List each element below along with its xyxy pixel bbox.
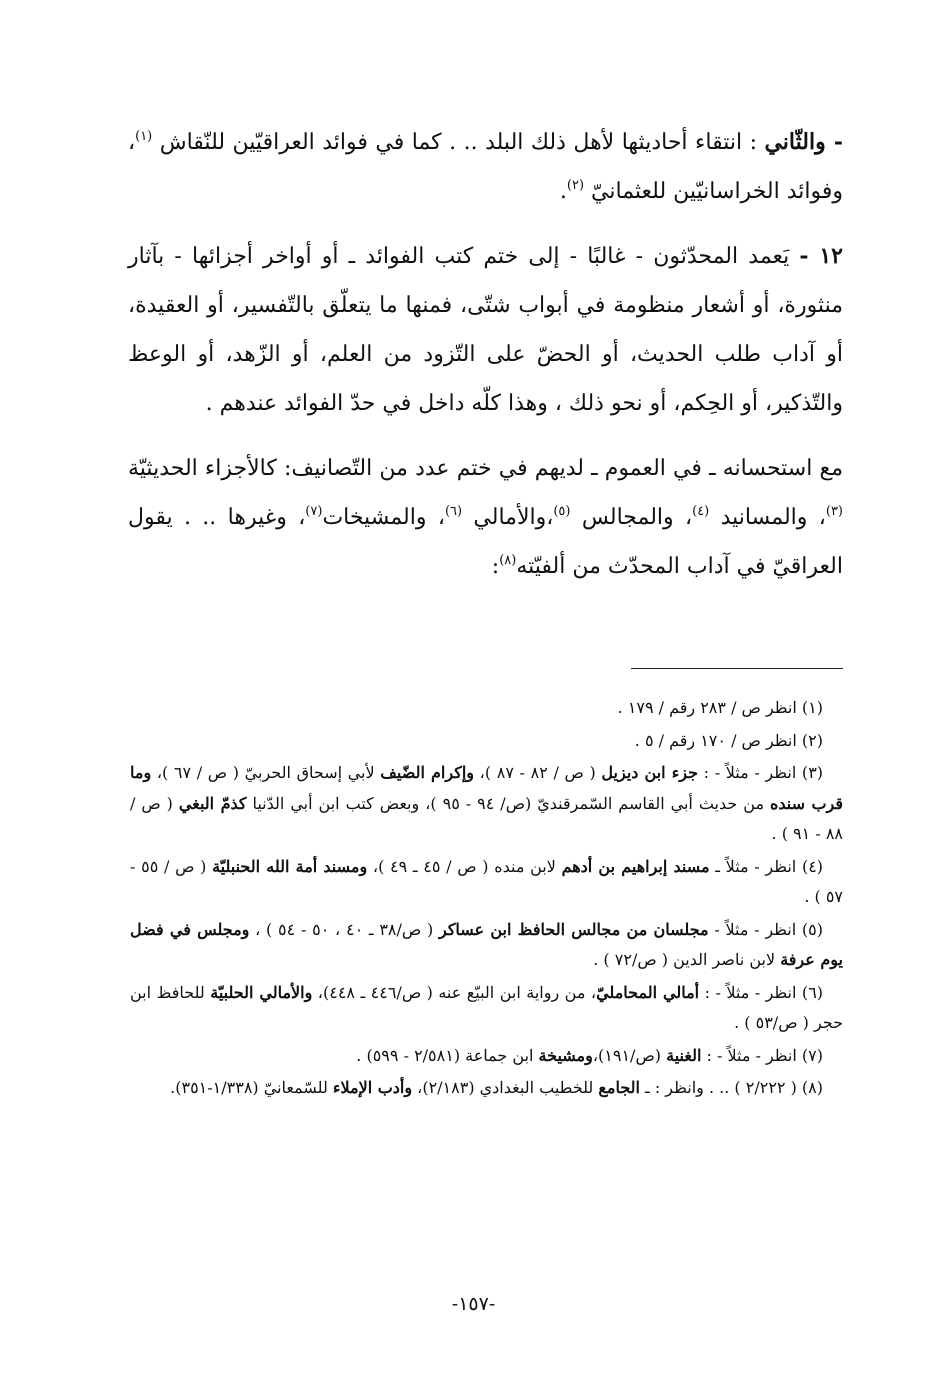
- cited-title: كذمّ البغي: [178, 793, 247, 813]
- cited-title: ومشيخة: [538, 1045, 593, 1065]
- footnote-reference: (٢): [566, 178, 585, 193]
- footnote-reference: (٣): [825, 504, 843, 519]
- footnotes: [130, 693, 843, 1106]
- footnote-7: (٧) انظر - مثلاً - : الغنية (ص/١٩١)،ومشيخة ابن جماعة (٢/٥٨١ - ٥٩٩) .: [356, 1045, 823, 1065]
- footnote-6: (٦) انظر - مثلاً - : أمالي المحامليّ، من رواية ابن البيّع عنه ( ص/٤٤٦ ـ ٤٤٨)، والأمالي الحلبيّة للحافظ ابن حجر ( ص/٥٣ ) .: [130, 982, 843, 1032]
- cited-title: مسند إبراهيم بن أدهم: [561, 856, 710, 876]
- footnote-1: (١) انظر ص / ٢٨٣ رقم / ١٧٩ .: [617, 698, 823, 717]
- footnote-separator: [631, 668, 843, 669]
- footnote-3: (٣) انظر - مثلاً - : جزء ابن ديزيل ( ص / ٨٢ - ٨٧ )، وإكرام الضّيف لأبي إسحاق الحربيّ ( ص / ٦٧ )، وما قرب سنده من حديث أبي القاسم السّمرقنديّ (ص/ ٩٤ - ٩٥ )، وبعض كتب ابن أبي الدّنيا كذمّ البغي ( ص / ٨٨ - ٩١ ) .: [130, 763, 844, 843]
- cited-title: وما قرب سنده: [130, 763, 844, 813]
- page-number: -١٥٧-: [451, 1293, 496, 1315]
- footnote-4: (٤) انظر - مثلاً ـ مسند إبراهيم بن أدهم لابن منده ( ص / ٤٥ ـ ٤٩ )، ومسند أمة الله الحنبليّة ( ص / ٥٥ - ٥٧ ) .: [130, 856, 843, 906]
- footnote-reference: (٧): [305, 504, 323, 519]
- footnote-reference: (٥): [553, 504, 571, 519]
- cited-title: ومسند أمة الله الحنبليّة: [212, 856, 368, 876]
- paragraph-1: - والثّاني : انتقاء أحاديثها لأهل ذلك البلد .. . كما في فوائد العراقيّين للنّقاش $^{(١)}$، وفوائد الخراسانيّين للعثمانيّ $^{(٢)}$.: [128, 129, 843, 204]
- footnote-2: (٢) انظر ص / ١٧٠ رقم / ٥ .: [634, 730, 823, 750]
- footnote-5: (٥) انظر - مثلاً - مجلسان من مجالس الحافظ ابن عساكر ( ص/٣٨ ـ ٤٠ ، ٥٠ - ٥٤ ) ، ومجلس في فضل يوم عرفة لابن ناصر الدين ( ص/٧٢ ) .: [130, 919, 843, 969]
- footnote-8: (٨) ( ٢/٢٢٢ ) .. . وانظر : ـ الجامع للخطيب البغدادي (٢/١٨٣)، وأدب الإملاء للسّمعانيّ (١/٣٣٨-٣٥١).: [170, 1078, 823, 1097]
- paragraph-number: ١٢ -: [799, 243, 843, 269]
- cited-title: مجلسان من مجالس الحافظ ابن عساكر: [438, 919, 709, 939]
- cited-title: الغنية: [666, 1045, 702, 1065]
- paragraph-3: مع استحسانه ـ في العموم ـ لديهم في ختم عدد من التّصانيف: كالأجزاء الحديثيّة $^{(٣)}$، والمسانيد $^{(٤)}$، والمجالس $^{(٥)}$،والأمالي $^{(٦)}$، والمشيخات$^{(٧)}$، وغيرها .. . يقول العراقيّ في آداب المحدّث من ألفيّته$^{(٨)}$:: [128, 456, 843, 579]
- footnote-reference: (١): [135, 129, 153, 144]
- cited-title: ومجلس في فضل يوم عرفة: [130, 919, 843, 969]
- paragraph-lead: - والثّاني: [764, 129, 843, 155]
- cited-title: أمالي المحامليّ: [596, 982, 700, 1002]
- cited-title: الجامع: [598, 1078, 640, 1097]
- footnote-reference: (٦): [444, 504, 463, 519]
- main-text: [128, 118, 843, 591]
- footnote-reference: (٤): [692, 504, 710, 519]
- footnote-reference: (٨): [499, 553, 517, 568]
- paragraph-2: ١٢ - يَعمد المحدّثون - غالبًا - إلى ختم كتب الفوائد ـ أو أواخر أجزائها - بآثار منثورة، أو أشعار منظومة في أبواب شتّى، فمنها ما يتعلّق بالتّفسير، أو العقيدة، أو آداب طلب الحديث، أو الحضّ على التّزود من العلم، أو الزّهد، أو الوعظ والتّذكير، أو الحِكم، أو نحو ذلك ، وهذا كلّه داخل في حدّ الفوائد عندهم .: [128, 243, 844, 416]
- cited-title: وأدب الإملاء: [332, 1078, 413, 1097]
- cited-title: جزء ابن ديزيل: [601, 763, 698, 782]
- cited-title: وإكرام الضّيف: [380, 763, 474, 782]
- cited-title: والأمالي الحلبيّة: [210, 982, 313, 1002]
